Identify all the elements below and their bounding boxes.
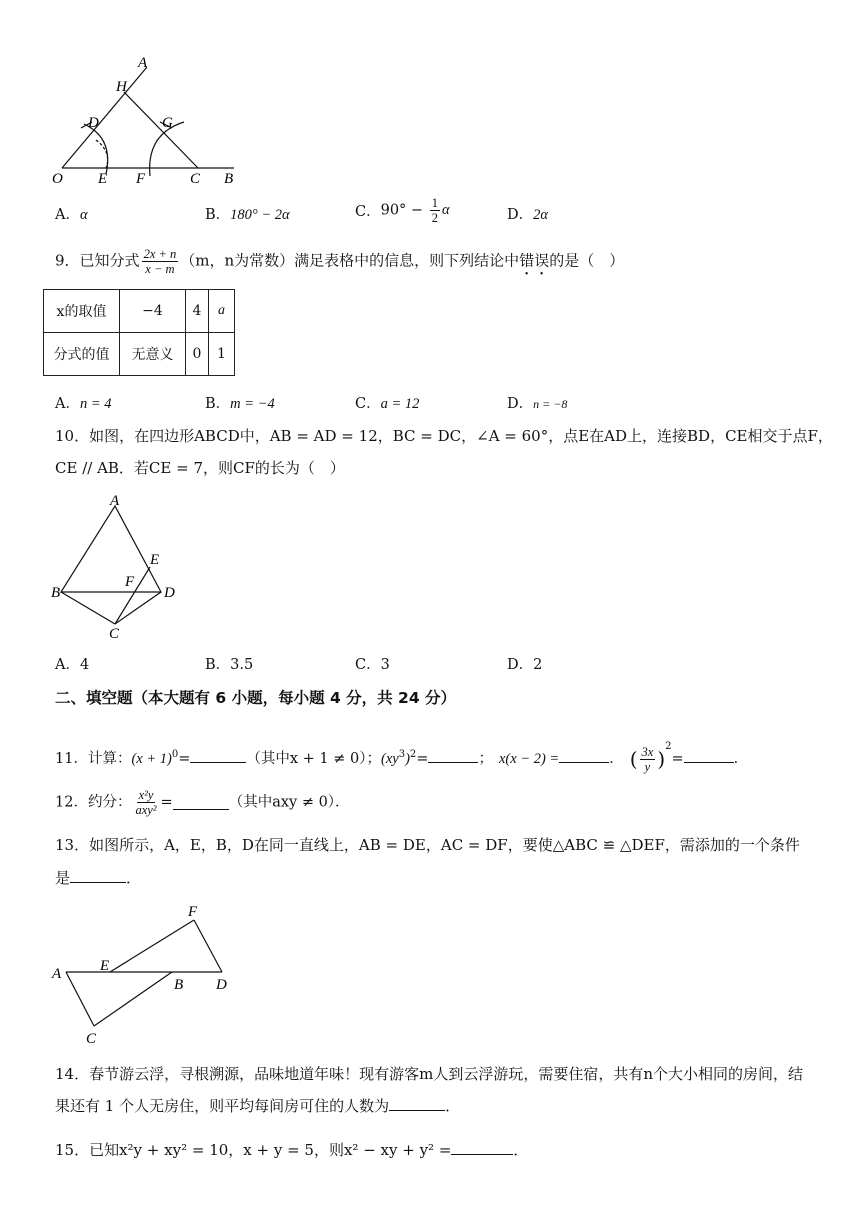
q9-stem: 9．已知分式 $\frac{2x + n}{x - m}$ （m，n为常数）满足表格中的信息，则下列结论中错误的是（ ） [55,247,625,276]
q10-line2: CE // AB．若CE = 7，则CF的长为（ ） [55,459,345,477]
label-O: O [52,171,63,187]
q9-option-a[interactable]: A．n = 4 [55,396,112,412]
q13-line2: 是 ． [55,869,142,887]
label-H: H [116,79,127,95]
q9-table [43,289,235,376]
q10-option-c[interactable]: C．3 [355,657,390,673]
label-C: C [190,171,201,187]
q10-line1: 10．如图，在四边形ABCD中，AB = AD = 12，BC = DC，∠A = 60°，点E在AD上，连接BD，CE相交于点F， [55,427,833,445]
answer-blank[interactable] [428,748,478,763]
table-cell: 无意义 [120,333,186,376]
q9-option-c[interactable]: C．a = 12 [355,396,420,412]
answer-blank[interactable] [190,748,246,763]
q10-option-b[interactable]: B．3.5 [205,657,254,673]
q8-option-d[interactable]: D．2α [507,207,549,223]
figure-q10 [48,488,188,643]
label-A: A [110,493,120,509]
label-B: B [224,171,234,187]
label-C: C [86,1031,97,1047]
q12: 12．约分： $\frac{\text{x²y}}{\text{axy²}}$ = （其中axy ≠ 0）． [55,788,350,817]
q11: 11．计算：$(x + 1)^0=$ （其中x + 1 ≠ 0）；$(xy^3)^2=$ ； x(x − 2) = ． ( $\frac{3x}{y}$ )$^2$= ． [55,741,749,774]
answer-blank[interactable] [451,1140,513,1155]
q9-option-d[interactable]: D．n = −8 [507,396,568,412]
label-A: A [138,55,148,71]
q14-line2: 果还有 1 个人无房住，则平均每间房可住的人数为 ． [55,1097,461,1115]
section-heading: 二、填空题（本大题有 6 小题，每小题 4 分，共 24 分） [55,689,457,707]
label-D: D [164,585,175,601]
q9-option-b[interactable]: B．m = −4 [205,396,275,412]
figure-q8 [48,52,248,187]
label-E: E [150,552,160,568]
label-A: A [52,966,62,982]
label-B: B [174,977,184,993]
table-cell: 1 [209,333,235,376]
q8-option-b[interactable]: B．180° − 2α [205,207,290,223]
q8-option-c[interactable]: C．90° − $\frac{1}{2}$ α [355,196,450,225]
table-cell: 4 [186,290,209,333]
table-cell: 0 [186,333,209,376]
label-D: D [88,115,99,131]
answer-blank[interactable] [684,748,734,763]
label-G: G [162,115,173,131]
figure-q13 [48,898,238,1048]
table-cell: a [209,290,235,333]
q15: 15．已知x²y + xy² = 10，x + y = 5，则x² − xy + y² = ． [55,1141,529,1159]
answer-blank[interactable] [389,1096,445,1111]
table-cell: x的取值 [44,290,120,333]
table-cell: 分式的值 [44,333,120,376]
label-B: B [51,585,61,601]
q8-option-a[interactable]: A．α [55,207,88,223]
label-E: E [98,171,108,187]
label-F: F [188,904,198,920]
q13-line1: 13．如图所示，A，E，B，D在同一直线上，AB = DE，AC = DF，要使△ABC ≌ △DEF，需添加的一个条件 [55,836,800,854]
q10-option-a[interactable]: A．4 [55,657,90,673]
label-F: F [125,574,135,590]
label-E: E [100,958,110,974]
answer-blank[interactable] [70,868,126,883]
table-cell: −4 [120,290,186,333]
label-F: F [136,171,146,187]
q10-option-d[interactable]: D．2 [507,657,543,673]
label-D: D [216,977,227,993]
answer-blank[interactable] [173,795,229,810]
q14-line1: 14．春节游云浮，寻根溯源，品味地道年味！现有游客m人到云浮游玩，需要住宿，共有n个大小相同的房间，结 [55,1065,803,1083]
label-C: C [109,626,120,642]
answer-blank[interactable] [559,748,609,763]
